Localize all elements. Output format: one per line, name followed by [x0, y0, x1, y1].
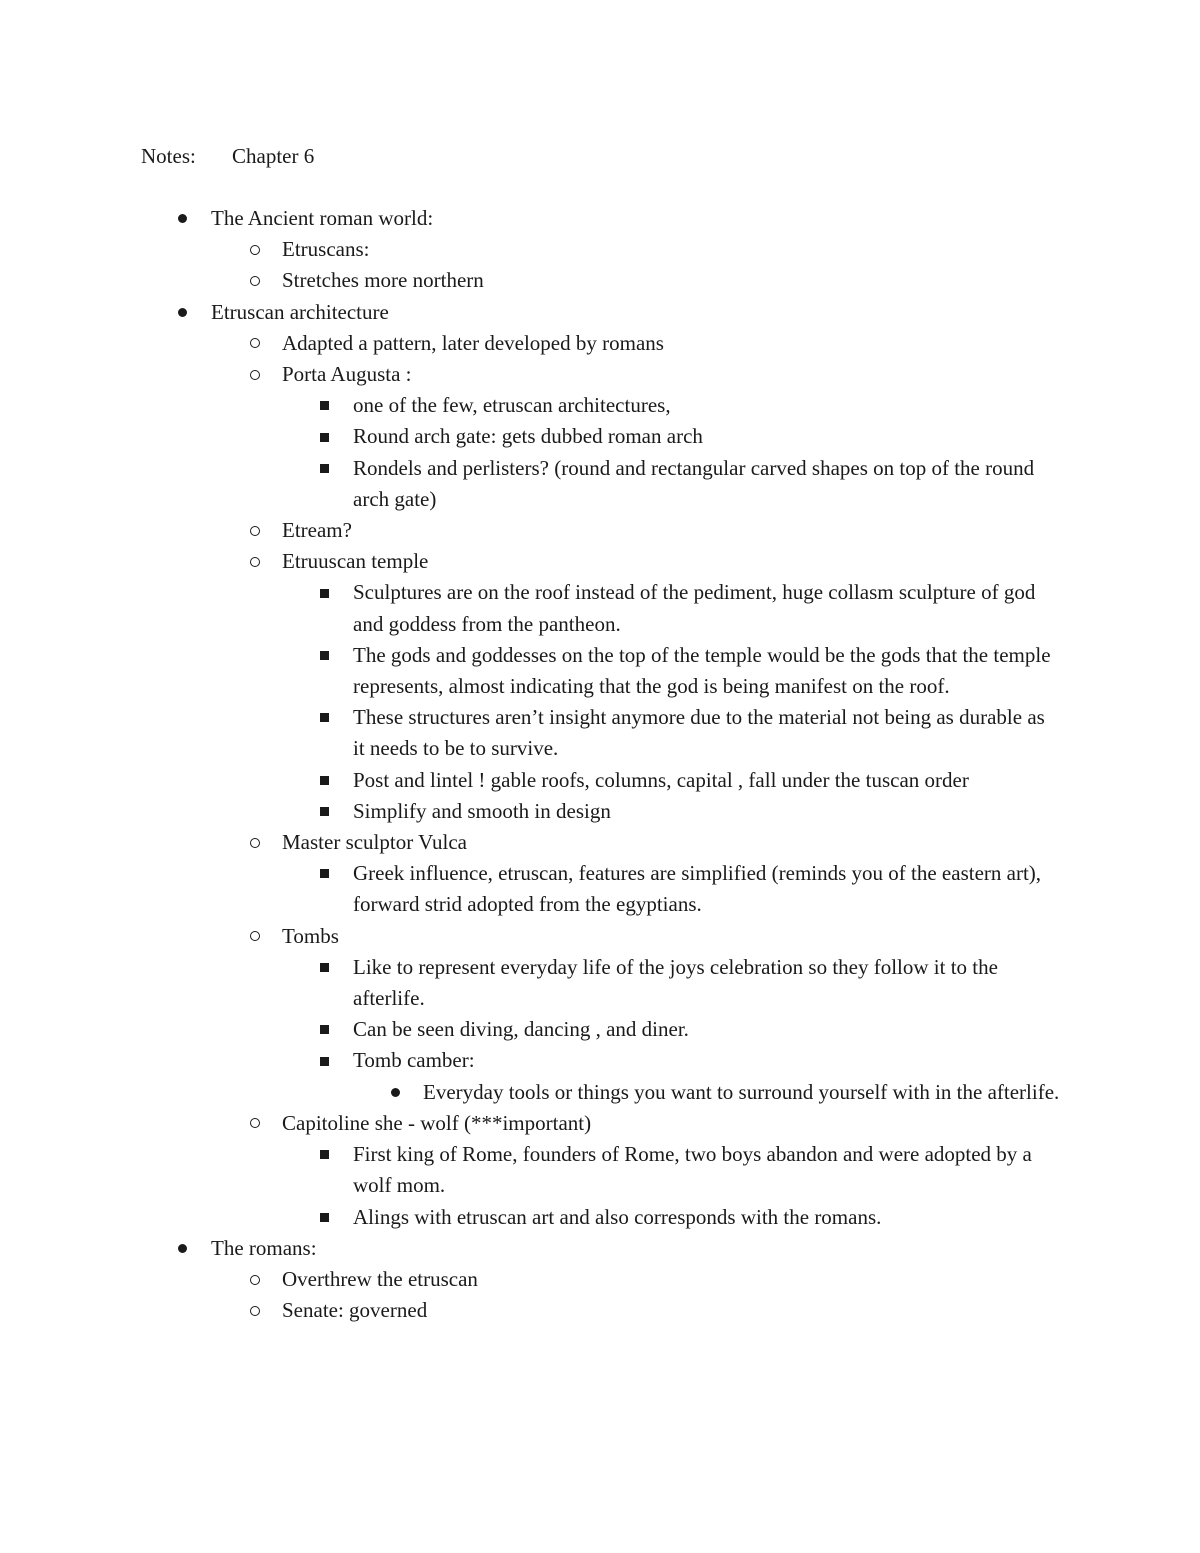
outline-item-text: one of the few, etruscan architectures, [353, 393, 671, 418]
notes-label: Notes: [141, 144, 196, 168]
bullet-square-shape [320, 651, 329, 660]
bullet-square-shape [320, 1150, 329, 1159]
bullet-circle-shape [250, 838, 260, 848]
outline-item-level-2 [0, 921, 1060, 952]
outline-item-level-2 [0, 515, 1060, 546]
outline-item-text: Adapted a pattern, later developed by romans [282, 330, 664, 355]
bullet-disc-shape [178, 1244, 187, 1253]
outline-item-text: Stretches more northern [282, 268, 484, 293]
outline-item-level-3 [0, 1139, 1060, 1201]
outline-item-level-1 [0, 203, 1060, 234]
outline-item-text: The romans: [211, 1235, 317, 1260]
bullet-square-shape [320, 1057, 329, 1066]
outline-item-text: Senate: governed [282, 1298, 428, 1323]
outline-item-level-3 [0, 1045, 1060, 1076]
outline-item-level-3 [0, 765, 1060, 796]
bullet-circle-icon [250, 328, 260, 359]
bullet-disc-icon [178, 297, 187, 328]
outline-item-level-3 [0, 640, 1060, 702]
outline-item-level-3 [0, 577, 1060, 639]
outline-item-text: Etruscans: [282, 237, 370, 262]
outline-item-text: Simplify and smooth in design [353, 798, 611, 823]
outline-item-level-1 [0, 1233, 1060, 1264]
bullet-square-icon [320, 453, 329, 484]
bullet-square-icon [320, 1045, 329, 1076]
outline-item-text: Etruscan architecture [211, 299, 389, 324]
outline-item-text: Can be seen diving, dancing , and diner. [353, 1017, 689, 1042]
bullet-square-icon [320, 858, 329, 889]
outline-item-text: Etream? [282, 518, 352, 543]
bullet-square-shape [320, 1025, 329, 1034]
bullet-circle-shape [250, 1275, 260, 1285]
outline-item-level-3 [0, 421, 1060, 452]
bullet-circle-icon [250, 921, 260, 952]
bullet-circle-icon [250, 1295, 260, 1326]
outline-item-text: First king of Rome, founders of Rome, two boys abandon and were adopted by a wolf mom. [353, 1142, 1032, 1198]
bullet-circle-icon [250, 359, 260, 390]
bullet-square-icon [320, 421, 329, 452]
outline-item-text: Tombs [282, 923, 339, 948]
bullet-square-shape [320, 963, 329, 972]
bullet-circle-shape [250, 526, 260, 536]
bullet-square-shape [320, 1213, 329, 1222]
outline-item-text: Sculptures are on the roof instead of the pediment, huge collasm sculpture of god and goddess from the pantheon. [353, 580, 1036, 636]
bullet-square-shape [320, 401, 329, 410]
outline-item-level-3 [0, 702, 1060, 764]
bullet-disc-icon [391, 1077, 400, 1108]
bullet-square-shape [320, 589, 329, 598]
outline-item-level-2 [0, 328, 1060, 359]
outline-item-level-2 [0, 1108, 1060, 1139]
outline-item-text: Porta Augusta : [282, 362, 412, 387]
outline-item-level-2 [0, 546, 1060, 577]
outline-item-level-3 [0, 1202, 1060, 1233]
bullet-circle-icon [250, 827, 260, 858]
bullet-circle-shape [250, 557, 260, 567]
outline-item-text: Capitoline she - wolf (***important) [282, 1110, 592, 1135]
outline-item-text: Everyday tools or things you want to surround yourself with in the afterlife. [423, 1079, 1060, 1104]
bullet-circle-shape [250, 370, 260, 380]
bullet-square-shape [320, 464, 329, 473]
outline-item-level-1 [0, 297, 1060, 328]
outline-item-text: The Ancient roman world: [211, 206, 434, 230]
bullet-circle-icon [250, 546, 260, 577]
outline-item-level-2 [0, 827, 1060, 858]
bullet-square-icon [320, 952, 329, 983]
outline-item-level-2 [0, 234, 1060, 265]
outline-item-text: Alings with etruscan art and also corresponds with the romans. [353, 1204, 882, 1229]
bullet-disc-shape [178, 214, 187, 223]
bullet-circle-shape [250, 338, 260, 348]
bullet-disc-icon [178, 1233, 187, 1264]
bullet-square-icon [320, 1014, 329, 1045]
outline-item-text: Round arch gate: gets dubbed roman arch [353, 424, 703, 449]
bullet-square-icon [320, 796, 329, 827]
outline-item-level-3 [0, 390, 1060, 421]
outline-item-text: These structures aren’t insight anymore due to the material not being as durable as it needs to be to survive. [353, 705, 1045, 761]
outline-item-level-3 [0, 1014, 1060, 1045]
bullet-square-icon [320, 577, 329, 608]
outline-item-text: Overthrew the etruscan [282, 1266, 478, 1291]
bullet-square-shape [320, 433, 329, 442]
bullet-square-icon [320, 640, 329, 671]
outline-item-level-2 [0, 265, 1060, 296]
bullet-circle-icon [250, 1264, 260, 1295]
bullet-circle-icon [250, 515, 260, 546]
bullet-square-icon [320, 765, 329, 796]
notes-outline [0, 203, 1200, 1326]
bullet-square-icon [320, 702, 329, 733]
outline-item-text: Greek influence, etruscan, features are simplified (reminds you of the eastern art), forward strid adopted from the egyptians. [353, 861, 1042, 917]
bullet-circle-icon [250, 1108, 260, 1139]
bullet-circle-shape [250, 245, 260, 255]
chapter-title: Chapter 6 [232, 144, 315, 168]
page-heading [141, 141, 314, 172]
bullet-circle-shape [250, 1306, 260, 1316]
bullet-square-icon [320, 1202, 329, 1233]
outline-item-level-3 [0, 952, 1060, 1014]
outline-item-text: Rondels and perlisters? (round and rectangular carved shapes on top of the round arch gate) [353, 455, 1035, 511]
bullet-square-shape [320, 713, 329, 722]
bullet-disc-shape [178, 308, 187, 317]
outline-item-text: Like to represent everyday life of the joys celebration so they follow it to the afterlife. [353, 954, 998, 1011]
outline-item-level-3 [0, 796, 1060, 827]
bullet-circle-icon [250, 234, 260, 265]
outline-item-level-3 [0, 453, 1060, 515]
bullet-square-icon [320, 390, 329, 421]
outline-item-text: The gods and goddesses on the top of the temple would be the gods that the temple represents, almost indicating that the god is being manifest on the roof. [353, 642, 1051, 699]
bullet-circle-shape [250, 1118, 260, 1128]
bullet-disc-icon [178, 203, 187, 234]
bullet-square-shape [320, 776, 329, 785]
outline-item-text: Etruuscan temple [282, 549, 429, 574]
bullet-disc-shape [391, 1088, 400, 1097]
outline-item-level-2 [0, 359, 1060, 390]
bullet-circle-shape [250, 931, 260, 941]
outline-item-level-3 [0, 858, 1060, 920]
outline-item-level-4 [0, 1077, 1060, 1108]
outline-item-text: Master sculptor Vulca [282, 830, 467, 855]
bullet-square-shape [320, 869, 329, 878]
bullet-square-icon [320, 1139, 329, 1170]
bullet-circle-icon [250, 265, 260, 296]
bullet-circle-shape [250, 276, 260, 286]
outline-item-level-2 [0, 1295, 1060, 1326]
outline-item-text: Post and lintel ! gable roofs, columns, capital , fall under the tuscan order [353, 767, 969, 792]
outline-item-level-2 [0, 1264, 1060, 1295]
bullet-square-shape [320, 807, 329, 816]
outline-item-text: Tomb camber: [353, 1048, 475, 1073]
